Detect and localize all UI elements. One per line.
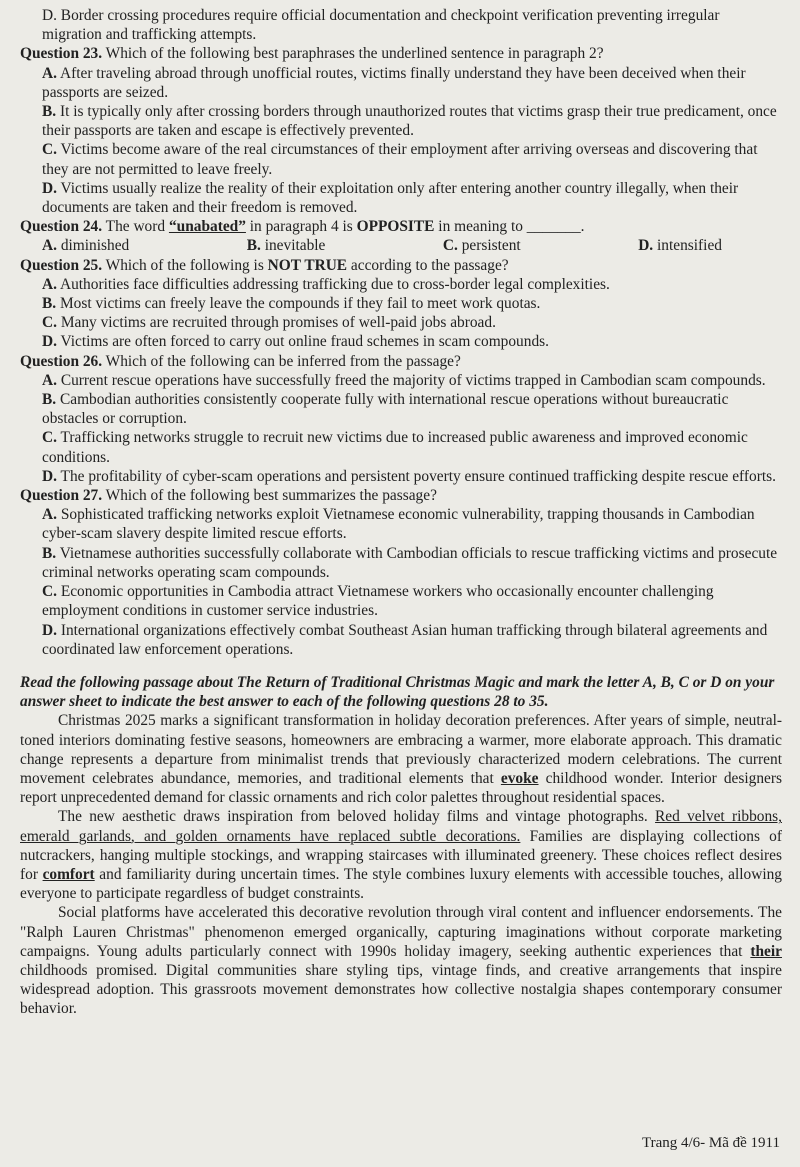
q24-option-b xyxy=(247,236,326,255)
q24-option-c-text: persistent xyxy=(461,237,521,255)
q24-option-b-text: inevitable xyxy=(264,237,326,255)
q27-option-b-letter: B. xyxy=(42,544,57,562)
question-25-not-true: NOT TRUE xyxy=(267,256,348,274)
q25-option-a-text: Authorities face difficulties addressing trafficking due to cross-border legal complexities. xyxy=(59,275,610,293)
question-25-stem xyxy=(20,256,782,275)
q24-option-d-letter: D. xyxy=(638,237,654,255)
question-24-text-pre: The word xyxy=(105,218,169,236)
passage-underlined-sentence: Red velvet ribbons, emerald garlands, and golden ornaments have replaced subtle decorations. xyxy=(20,808,782,845)
q23-option-d-text: Victims usually realize the reality of their exploitation only after entering another country illegally, when their documents are taken and their freedom is removed. xyxy=(42,179,739,217)
q23-option-a xyxy=(20,64,782,102)
question-25-text-post: according to the passage? xyxy=(347,256,509,274)
q24-option-a xyxy=(42,236,129,255)
question-24-stem xyxy=(20,217,782,236)
q24-option-d xyxy=(638,236,722,255)
q23-option-c-letter: C. xyxy=(42,141,57,159)
q25-option-d-letter: D. xyxy=(42,333,57,351)
question-24 xyxy=(20,217,782,255)
q23-option-c-text: Victims become aware of the real circumstances of their employment after arriving overseas and discovering that they are not permitted to leave freely. xyxy=(42,141,758,178)
question-24-number: Question 24. xyxy=(20,218,103,236)
passage-instruction: Read the following passage about The Return of Traditional Christmas Magic and mark the letter A, B, C or D on your answer sheet to indicate the best answer to each of the following questions 28 to 35. xyxy=(20,673,775,711)
question-27 xyxy=(20,486,782,659)
q26-option-b-letter: B. xyxy=(42,391,57,409)
passage-paragraph-2 xyxy=(20,807,782,903)
q26-option-b xyxy=(20,390,782,428)
q26-option-c-letter: C. xyxy=(42,429,57,447)
passage-paragraph-3 xyxy=(20,903,782,1018)
q25-option-c xyxy=(20,313,782,332)
q27-option-a xyxy=(20,505,782,543)
q25-option-b-letter: B. xyxy=(42,295,57,313)
question-26-number: Question 26. xyxy=(20,352,103,370)
question-27-stem xyxy=(20,486,782,505)
q27-option-c xyxy=(20,582,782,620)
passage-p2-text-a: The new aesthetic draws inspiration from beloved holiday films and vintage photographs. xyxy=(58,808,656,826)
question-25 xyxy=(20,256,782,352)
passage-keyword-evoke: evoke xyxy=(500,769,539,787)
q25-option-a xyxy=(20,275,782,294)
question-23-stem xyxy=(20,44,782,63)
q27-option-c-letter: C. xyxy=(42,583,57,601)
page-footer: Trang 4/6- Mã đề 1911 xyxy=(641,1134,780,1151)
q26-option-a-letter: A. xyxy=(42,371,57,389)
question-24-keyword: “unabated” xyxy=(168,218,246,236)
q26-option-d xyxy=(20,467,782,486)
question-23-text: Which of the following best paraphrases the underlined sentence in paragraph 2? xyxy=(105,45,604,63)
q23-option-b-text: It is typically only after crossing borders through unauthorized routes that victims grasp their true predicament, once their passports are taken and escape is effectively prevented. xyxy=(42,103,777,140)
q23-option-b-letter: B. xyxy=(42,103,57,121)
q27-option-b xyxy=(20,544,782,582)
q27-option-b-text: Vietnamese authorities successfully collaborate with Cambodian officials to rescue trafficking victims and prosecute criminal networks operating scam compounds. xyxy=(42,544,778,581)
q24-options-row xyxy=(20,236,782,255)
passage-p1-text-a: Christmas 2025 marks a significant transformation in holiday decoration preferences. After years of simple, neutral-toned interiors dominating festive seasons, homeowners are embracing a warmer, more elaborate approach. This dramatic change represents a departure from minimalist trends that previously characterized modern celebrations. The current movement celebrates abundance, memories, and traditional elements that xyxy=(20,712,782,787)
question-26 xyxy=(20,352,782,486)
q23-option-b xyxy=(20,102,782,140)
question-24-text-post: in meaning to _______. xyxy=(434,218,585,236)
passage-p2-text-b: Families are displaying collections of nutcrackers, hanging multiple stockings, and wrapping staircases with illuminated greenery. These choices reflect desires for xyxy=(20,827,782,883)
question-27-number: Question 27. xyxy=(20,487,103,505)
q25-option-c-text: Many victims are recruited through promises of well-paid jobs abroad. xyxy=(60,314,496,332)
q22-option-d-text: D. Border crossing procedures require official documentation and checkpoint verification preventing irregular migration and trafficking attempts. xyxy=(42,7,720,44)
q26-option-a-text: Current rescue operations have successfully freed the majority of victims trapped in Cambodian scam compounds. xyxy=(60,371,766,389)
q27-option-d-text: International organizations effectively combat Southeast Asian human trafficking through bilateral agreements and coordinated law enforcement operations. xyxy=(42,621,768,658)
passage-p1-text-b: childhood wonder. Interior designers report unprecedented demand for classic ornaments and rich color palettes throughout residential spaces. xyxy=(20,769,782,807)
question-23 xyxy=(20,44,782,217)
passage-p2-text-c: and familiarity during uncertain times. The style combines luxury elements with accessible touches, allowing everyone to participate regardless of budget constraints. xyxy=(20,865,783,903)
q25-option-b-text: Most victims can freely leave the compounds if they fail to meet work quotas. xyxy=(59,295,541,313)
q26-option-d-text: The profitability of cyber-scam operations and persistent poverty ensure continued trafficking despite rescue efforts. xyxy=(60,467,776,485)
q23-option-d xyxy=(20,179,782,217)
q27-option-a-text: Sophisticated trafficking networks exploit Vietnamese economic vulnerability, trapping thousands in Cambodian cyber-scam slavery despite limited rescue efforts. xyxy=(42,506,755,543)
q27-option-c-text: Economic opportunities in Cambodia attract Vietnamese workers who occasionally encounter challenging employment conditions in customer service industries. xyxy=(42,583,714,620)
q23-option-a-text: After traveling abroad through unofficial routes, victims finally understand they have been deceived when their passports are seized. xyxy=(42,64,746,101)
q24-option-c-letter: C. xyxy=(442,237,458,255)
q26-option-a xyxy=(20,371,782,390)
q26-option-d-letter: D. xyxy=(42,467,57,485)
q24-option-a-letter: A. xyxy=(42,237,57,255)
question-24-text-mid: in paragraph 4 is xyxy=(245,218,357,236)
q22-option-d xyxy=(20,6,782,44)
question-23-number: Question 23. xyxy=(20,45,103,63)
q25-option-d xyxy=(20,332,782,351)
q25-option-a-letter: A. xyxy=(42,275,57,293)
question-26-text: Which of the following can be inferred from the passage? xyxy=(105,352,461,370)
q27-option-d xyxy=(20,621,782,659)
q24-option-c xyxy=(443,236,521,255)
q27-option-a-letter: A. xyxy=(42,506,57,524)
q24-option-d-text: intensified xyxy=(657,237,722,255)
q25-option-c-letter: C. xyxy=(42,314,57,332)
question-27-text: Which of the following best summarizes the passage? xyxy=(105,487,437,505)
reading-passage xyxy=(20,711,782,1018)
q25-option-d-text: Victims are often forced to carry out online fraud schemes in scam compounds. xyxy=(60,333,549,351)
passage-keyword-comfort: comfort xyxy=(42,865,95,883)
q26-option-c xyxy=(20,428,782,466)
question-25-number: Question 25. xyxy=(20,256,103,274)
q24-option-a-text: diminished xyxy=(60,237,130,255)
question-24-opposite: OPPOSITE xyxy=(356,218,435,236)
q26-option-c-text: Trafficking networks struggle to recruit new victims due to increased public awareness and improved economic conditions. xyxy=(42,429,748,466)
q25-option-b xyxy=(20,294,782,313)
question-25-text-pre: Which of the following is xyxy=(105,256,268,274)
passage-p3-text-b: childhoods promised. Digital communities share styling tips, vintage finds, and creative arrangements that inspire widespread adoption. This grassroots movement demonstrates how collective nostalgia shapes contemporary consumer behavior. xyxy=(20,961,782,1018)
q23-option-a-letter: A. xyxy=(42,64,57,82)
question-26-stem xyxy=(20,352,782,371)
passage-keyword-their: their xyxy=(750,942,782,960)
passage-p3-text-a: Social platforms have accelerated this decorative revolution through viral content and influencer endorsements. The "Ralph Lauren Christmas" phenomenon emerged organically, capturing imaginations without corporate marketing campaigns. Young adults particularly connect with 1990s holiday imagery, seeking authentic experiences that xyxy=(20,904,782,960)
passage-paragraph-1 xyxy=(20,711,782,807)
q23-option-d-letter: D. xyxy=(42,179,57,197)
q27-option-d-letter: D. xyxy=(42,621,57,639)
q24-option-b-letter: B. xyxy=(246,237,261,255)
q26-option-b-text: Cambodian authorities consistently cooperate fully with international rescue operations without bureaucratic obstacles or corruption. xyxy=(42,391,729,428)
q23-option-c xyxy=(20,140,782,178)
